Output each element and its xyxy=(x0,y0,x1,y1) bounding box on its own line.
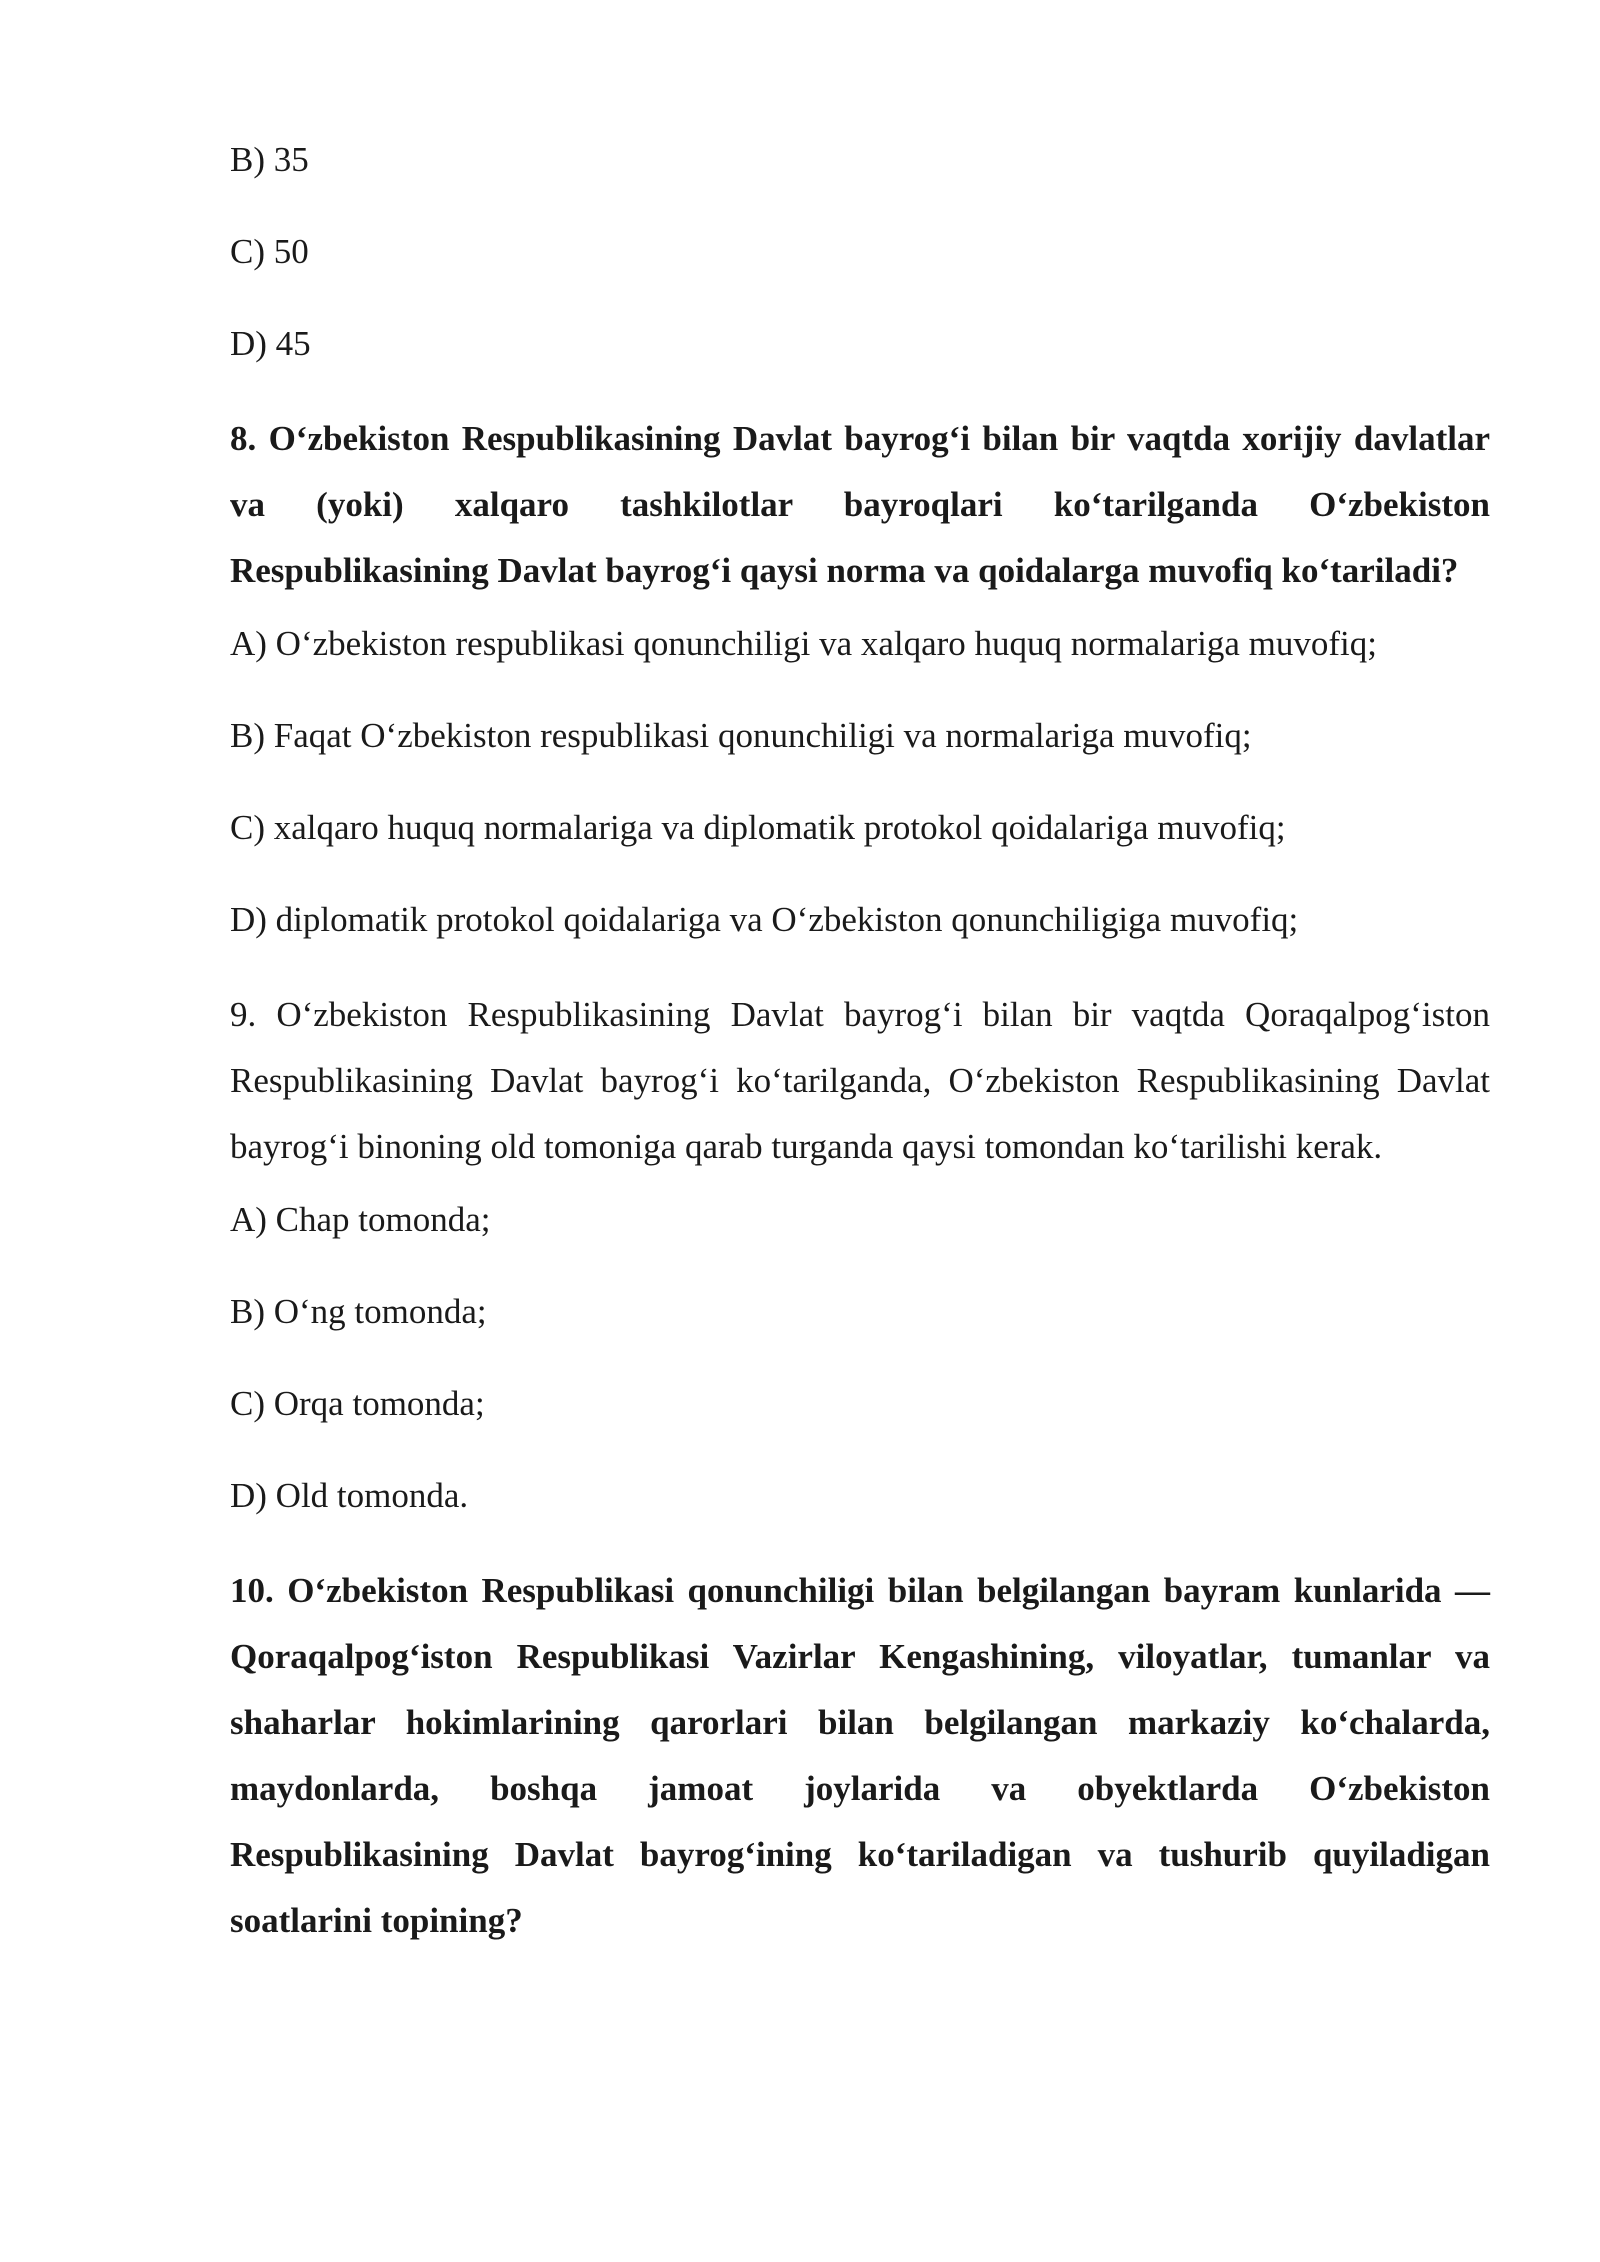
q9-option-a: A) Chap tomonda; xyxy=(230,1200,491,1239)
q8-option-b: B) Faqat O‘zbekiston respublikasi qonunchiligi va normalariga muvofiq; xyxy=(230,716,1252,755)
prev-option-b: B) 35 xyxy=(230,140,309,179)
q9-option-c: C) Orqa tomonda; xyxy=(230,1384,485,1423)
question-8: 8. O‘zbekiston Respublikasining Davlat bayrog‘i bilan bir vaqtda xorijiy davlatlar va (yoki) xalqaro tashkilotlar bayroqlari ko‘tarilganda O‘zbekiston Respublikasining Davlat bayrog‘i qaysi norma va qoidalarga muvofiq ko‘tariladi? xyxy=(230,419,1490,590)
q8-option-d: D) diplomatik protokol qoidalariga va O‘zbekiston qonunchiligiga muvofiq; xyxy=(230,900,1299,939)
document-page xyxy=(230,140,1490,1974)
question-10: 10. O‘zbekiston Respublikasi qonunchiligi bilan belgilangan bayram kunlarida — Qoraqalpog‘iston Respublikasi Vazirlar Kengashining, viloyatlar, tumanlar va shaharlar hokimlarining qarorlari bilan belgilangan markaziy ko‘chalarda, maydonlarda, boshqa jamoat joylarida va obyektlarda O‘zbekiston Respublikasining Davlat bayrog‘ining ko‘tariladigan va tushurib quyiladigan soatlarini topining? xyxy=(230,1571,1490,1940)
prev-option-c: C) 50 xyxy=(230,232,309,271)
question-9: 9. O‘zbekiston Respublikasining Davlat bayrog‘i bilan bir vaqtda Qoraqalpog‘iston Respublikasining Davlat bayrog‘i ko‘tarilganda, O‘zbekiston Respublikasining Davlat bayrog‘i binoning old tomoniga qarab turganda qaysi tomondan ko‘tarilishi kerak. xyxy=(230,995,1490,1166)
q8-option-a: A) O‘zbekiston respublikasi qonunchiligi va xalqaro huquq normalariga muvofiq; xyxy=(230,624,1377,663)
q8-option-c: C) xalqaro huquq normalariga va diplomatik protokol qoidalariga muvofiq; xyxy=(230,808,1286,847)
prev-option-d: D) 45 xyxy=(230,324,311,363)
q9-option-b: B) O‘ng tomonda; xyxy=(230,1292,487,1331)
q9-option-d: D) Old tomonda. xyxy=(230,1476,469,1515)
